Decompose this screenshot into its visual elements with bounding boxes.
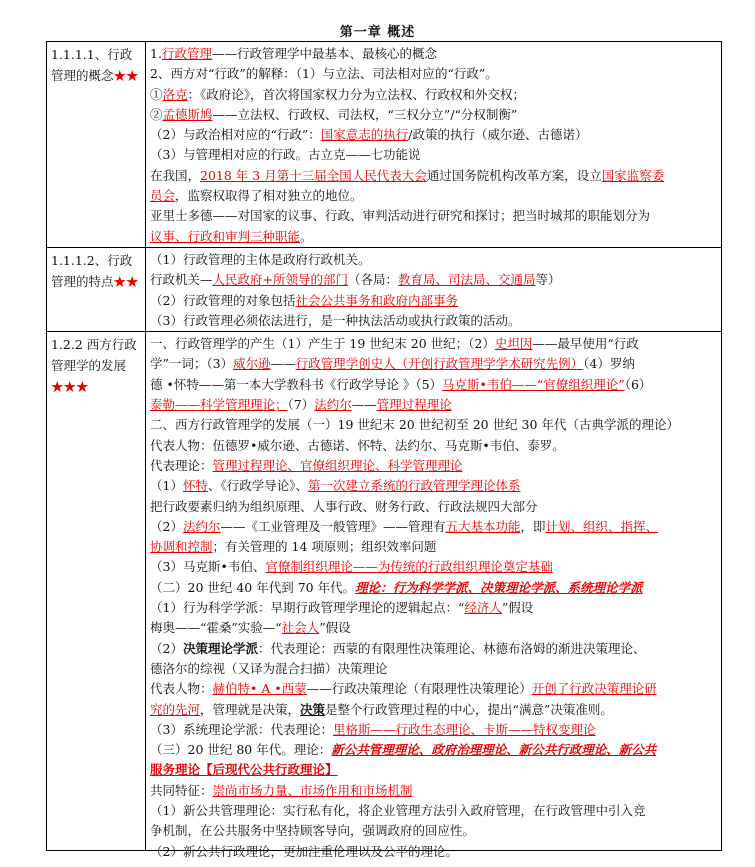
table-row [47,247,722,331]
content-line [150,679,717,699]
text-run: 决策 [300,701,326,717]
text-run: （2） [150,518,183,534]
content-line [150,85,717,105]
text-run: 德洛尔的综视（又译为混合扫描）决策理论 [150,660,388,676]
section-label-features [47,247,146,331]
section-content-concept [146,42,722,248]
content-line [150,476,717,496]
highlighted-text: 洛克 [162,86,188,102]
text-run: 争机制，在公共服务中坚持顾客导向，强调政府的回应性。 [150,823,476,839]
text-run: 代表人物： [150,681,213,697]
highlighted-text: 行政管理学创史人（开创行政管理学学术研究先例） [295,356,584,372]
content-line [150,537,717,557]
highlighted-text: 怀特 [182,478,208,494]
content-line [150,250,717,270]
section-label-concept [47,42,146,248]
highlighted-text: 孟德斯鸠 [162,106,213,122]
text-run: 亚里士多德——对国家的议事、行政、审判活动进行研究和探讨；把当时城邦的职能划分为 [150,208,651,224]
content-line [150,760,717,780]
text-run: （3）行政管理必须依法进行，是一种执法活动或执行政策的活动。 [150,312,521,328]
text-run: 德 •怀特——第一本大学教科书《行政学导论 》（5） [150,376,443,392]
content-line [150,375,717,395]
text-run: ——立法权、行政权、司法权，“三权分立”/“分权制衡” [212,106,518,122]
content-line [150,801,717,821]
highlighted-text: 究的先河 [150,701,201,717]
text-run: 、《行政学导论》、 [207,478,308,494]
text-run: 代表人物：伍德罗•威尔逊、古德诺、怀特、法约尔、马克斯•韦伯、泰罗。 [150,437,565,453]
highlighted-text: 马克斯•韦伯——“官僚组织理论” [442,376,625,392]
highlighted-text: 教育局、司法局、交通局 [398,272,536,288]
highlighted-text: 国家意志的执行 [320,127,409,143]
text-run: （4）罗纳 [583,356,635,372]
content-line [150,270,717,290]
highlighted-text: 员会 [150,188,176,204]
content-line [150,720,717,740]
text-run: 。 [300,228,313,244]
content-line [150,64,717,84]
highlighted-text: 社会人 [281,620,320,636]
table-row [47,42,722,248]
text-run: /政策的执行（威尔逊、古德诺） [408,127,588,143]
text-run: 行政机关— [150,272,213,288]
highlighted-text: 计划、组织、指挥、 [545,518,659,534]
highlighted-text: 国家监察委 [601,167,665,183]
content-line [150,44,717,64]
text-run: ，管理就是决策， [200,701,301,717]
content-line [150,517,717,537]
text-run: ——最早使用“行政 [532,336,639,352]
text-run: （1）新公共管理理论：实行私有化，将企业管理方法引入政府管理，在行政管理中引入竞 [150,802,646,818]
text-run: （各局： [348,272,399,288]
highlighted-text: 崇尚市场力量、市场作用和市场机制 [212,782,413,798]
text-run: ① [150,86,163,102]
content-line [150,578,717,598]
content-line [150,740,717,760]
content-line [150,125,717,145]
section-label-text: 1.1.1.1、行政管理的概念 [51,47,133,83]
section-label-text: 1.2.2 西方行政管理学的发展 [51,337,137,374]
text-run: （3）马克斯•韦伯、 [150,559,266,575]
text-run: 在我国， [150,167,201,183]
text-run: ，即 [520,518,546,534]
highlighted-text: 五大基本功能 [445,518,521,534]
text-run: 学”一词；（3） [150,356,234,372]
importance-stars: ★★ [113,68,139,83]
content-line [150,311,717,331]
text-run: （2）行政管理的对象包括 [150,292,296,308]
text-run: 1. [150,46,162,61]
content-line [150,598,717,618]
text-run: （2） [150,640,183,656]
content-line [150,842,717,859]
content-line [150,659,717,679]
importance-stars: ★★★ [51,379,89,395]
content-line [150,186,717,206]
text-run: 决策理论学派 [182,640,258,656]
content-line [150,291,717,311]
text-run: （7） [287,397,315,413]
text-run: ；有关管理的 14 项原则；组织效率问题 [212,539,437,555]
chapter-title: 第一章 概述 [339,25,416,40]
outline-table [46,41,722,859]
text-run: 通过国务院机构改革方案，设立 [426,167,602,183]
highlighted-text: 赫伯特• A •西蒙 [212,681,307,697]
text-run: （1） [150,478,183,494]
content-line [150,821,717,841]
text-run: （1）行为科学学派：早期行政管理学理论的逻辑起点：“ [150,600,465,616]
text-run: 把行政要素归纳为组织原理、人事行政、财务行政、行政法规四大部分 [150,498,538,514]
highlighted-text: 法约尔 [182,518,221,534]
content-line [150,436,717,456]
content-line [150,557,717,577]
text-run: （3）与管理相对应的行政。古立克——七功能说 [150,147,421,163]
content-line [150,206,717,226]
section-label-western-development [47,332,146,850]
content-line [150,354,717,374]
highlighted-text: 理论：行为科学学派、决策理论学派、系统理论学派 [355,579,643,595]
text-run: 等） [535,272,561,288]
highlighted-text: 服务理论【后现代公共行政理论】 [150,762,338,778]
highlighted-text: 史坦因 [494,336,533,352]
highlighted-text: 协调和控制 [150,539,213,555]
text-run: （三）20 世纪 80 年代。理论： [150,742,332,758]
content-line [150,618,717,638]
text-run: ② [150,106,163,122]
text-run: —— [351,397,377,413]
highlighted-text: 开创了行政决策理论研 [531,681,657,697]
content-line [150,415,717,435]
highlighted-text: 议事、行政和审判三种职能 [150,228,301,244]
text-run: 二、西方行政管理学的发展（一）19 世纪末 20 世纪初至 20 世纪 30 年代（古典学派的理论） [150,417,679,433]
highlighted-text: 行政管理 [161,46,212,61]
content-line [150,105,717,125]
text-run: （6） [624,376,652,392]
content-line [150,781,717,801]
text-run: ——《工业管理及一般管理》——管理有 [220,518,446,534]
text-run: ——行政管理学中最基本、最核心的概念 [211,46,437,61]
highlighted-text: 法约尔 [314,397,352,413]
text-run: ”假设 [319,620,351,636]
content-line [150,639,717,659]
text-run: 梅奥——“霍桑”实验—“ [150,620,282,636]
text-run: （1）行政管理的主体是政府行政机关。 [150,251,371,267]
content-line [150,334,717,354]
highlighted-text: 新公共管理理论、政府治理理论、新公共行政理论、新公共 [331,742,657,758]
section-content-western-development [146,332,722,859]
highlighted-text: 管理过程理论 [376,397,452,413]
text-run: 2、西方对“行政”的解释：（1）与立法、司法相对应的“行政”。 [150,66,498,82]
section-content-features [146,247,722,331]
content-line [150,166,717,186]
text-run: ”假设 [501,600,534,616]
text-run: （2）与政治相对应的“行政”： [150,127,321,143]
highlighted-text: 人民政府+所领导的部门 [212,272,348,288]
highlighted-text: 2018 年 3 月第十三届全国人民代表大会 [200,167,427,183]
content-line [150,497,717,517]
text-run: 代表理论： [150,457,213,473]
text-run: （二）20 世纪 40 年代到 70 年代。 [150,579,356,595]
highlighted-text: 社会公共事务和政府内部事务 [295,292,458,308]
highlighted-text: 里格斯——行政生态理论、卡斯——特权变理论 [332,721,596,737]
content-line [150,395,717,415]
highlighted-text: 威尔逊 [233,356,271,372]
text-run: ——行政决策理论（有限理性决策理论） [306,681,532,697]
text-run: （3）系统理论学派：代表理论： [150,721,333,737]
highlighted-text: 泰勒——科学管理理论； [150,397,288,413]
text-run: —— [270,356,296,372]
text-run: 一、行政管理学的产生（1）产生于 19 世纪末 20 世纪；（2） [150,336,495,352]
highlighted-text: 第一次建立系统的行政管理学理论体系 [307,478,521,494]
text-run: 共同特征： [150,782,213,798]
content-line [150,227,717,247]
highlighted-text: 官僚制组织理论——为传统的行政组织理论奠定基础 [265,559,553,575]
section-label-text: 1.1.1.2、行政管理的特点 [51,252,133,289]
table-row [47,332,722,850]
text-run: ，监察权取得了相对独立的地位。 [175,188,363,204]
text-run: 是整个行政管理过程的中心，提出“满意”决策准则。 [325,701,613,717]
content-line [150,456,717,476]
highlighted-text: 经济人 [464,600,502,616]
highlighted-text: 管理过程理论、官僚组织理论、科学管理理论 [212,457,463,473]
importance-stars: ★★ [113,273,139,289]
content-line [150,145,717,165]
text-run: ：代表理论：西蒙的有限理性决策理论、林德布洛姆的渐进决策理论、 [257,640,646,656]
text-run: ：《政府论》，首次将国家权力分为立法权、行政权和外交权； [187,86,526,102]
text-run: （2）新公共行政理论，更加注重伦理以及公平的理论。 [150,843,458,859]
content-line [150,700,717,720]
